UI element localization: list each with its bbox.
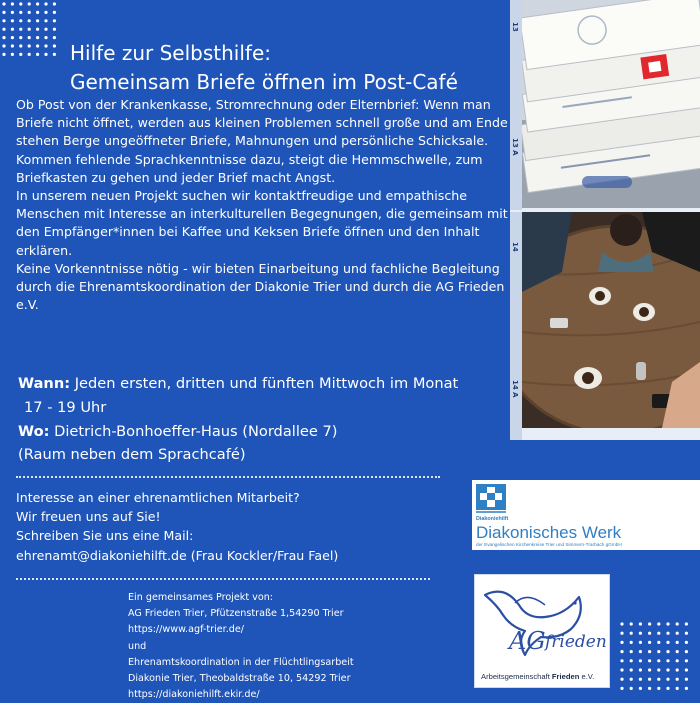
footer-link[interactable]: https://diakoniehilft.ekir.de/ [128, 689, 260, 701]
diakonie-name: Diakonisches Werk [476, 523, 622, 542]
title-line-1: Hilfe zur Selbsthilfe: [70, 41, 271, 66]
decorative-dot [36, 36, 39, 39]
decorative-dot [620, 650, 623, 653]
diakonie-small-text: Diakoniehilft [476, 516, 509, 522]
decorative-dot [639, 687, 642, 690]
time-value: 17 - 19 Uhr [24, 398, 107, 416]
decorative-dot [28, 44, 31, 47]
letters-photo [522, 0, 700, 208]
decorative-dot [2, 53, 5, 56]
decorative-dot [639, 650, 642, 653]
decorative-dot [666, 650, 669, 653]
decorative-dot [685, 632, 688, 635]
decorative-dot [28, 28, 31, 31]
decorative-dot [685, 659, 688, 662]
frame-number: 14 A [511, 380, 519, 398]
diakonie-logo [472, 480, 700, 550]
decorative-dot [657, 650, 660, 653]
description-paragraph: Kommen fehlende Sprachkenntnisse dazu, steigt die Hemmschwelle, zum Briefkasten zu gehen und jeder Brief macht Angst. [16, 151, 483, 185]
decorative-dot [19, 44, 22, 47]
decorative-dot [28, 36, 31, 39]
decorative-dot [11, 19, 14, 22]
decorative-dot [685, 668, 688, 671]
decorative-dot [639, 641, 642, 644]
title-line-2: Gemeinsam Briefe öffnen im Post-Café [70, 70, 458, 95]
interest-write: Schreiben Sie uns eine Mail: [16, 528, 194, 544]
decorative-dot [685, 650, 688, 653]
decorative-dot [666, 641, 669, 644]
decorative-dot [28, 53, 31, 56]
cafe-table-photo [522, 212, 700, 428]
agf-caption-tail: e.V. [579, 672, 595, 681]
decorative-dot [11, 44, 14, 47]
decorative-dot [36, 28, 39, 31]
where-label: Wo: [18, 422, 50, 440]
when-label: Wann: [18, 375, 71, 392]
decorative-dot [666, 687, 669, 690]
footer-line: AG Frieden Trier, Pfützenstraße 1,54290 Trier [128, 608, 344, 620]
decorative-dot [11, 2, 14, 5]
decorative-dot [28, 2, 31, 5]
decorative-dot [36, 11, 39, 14]
decorative-dot [36, 44, 39, 47]
decorative-dot [19, 53, 22, 56]
decorative-dot [53, 36, 56, 39]
decorative-dot [648, 678, 651, 681]
decorative-dot [676, 659, 679, 662]
divider-2 [16, 578, 430, 580]
decorative-dot [685, 678, 688, 681]
decorative-dot [676, 650, 679, 653]
decorative-dot [676, 668, 679, 671]
decorative-dot [2, 28, 5, 31]
decorative-dot [53, 2, 56, 5]
decorative-dot [639, 622, 642, 625]
decorative-dot [620, 678, 623, 681]
decorative-dot [676, 678, 679, 681]
decorative-dot [2, 19, 5, 22]
description-paragraph: In unserem neuen Projekt suchen wir kontaktfreudige und empathische Menschen mit Interesse an interkulturellen Begegnungen, die gemeinsam mit den Empfänger*innen bei Kaffee und Keksen Briefe öffnen und den Inhalt erklären. [16, 188, 508, 258]
decorative-dot [53, 28, 56, 31]
decorative-dot [11, 28, 14, 31]
decorative-dot [36, 19, 39, 22]
decorative-dot [657, 622, 660, 625]
decorative-dot [44, 2, 47, 5]
decorative-dot [666, 678, 669, 681]
decorative-dot [44, 19, 47, 22]
decorative-dot [53, 53, 56, 56]
decorative-dot [28, 19, 31, 22]
decorative-dot [666, 622, 669, 625]
decorative-dot [44, 28, 47, 31]
when-value: Jeden ersten, dritten und fünften Mittwoch im Monat [74, 375, 459, 392]
decorative-dot [676, 622, 679, 625]
decorative-dot [2, 11, 5, 14]
description-paragraph: Ob Post von der Krankenkasse, Stromrechnung oder Elternbrief: Wenn man Briefe nicht öffnet, werden aus kleinen Problemen schnell große und am Ende stehen Berge ungeöffneter Briefe, Mahnungen und persönliche Schicksale. [16, 97, 508, 149]
footer-line: Ein gemeinsames Projekt von: [128, 592, 274, 603]
decorative-dot [648, 632, 651, 635]
decorative-dot [630, 650, 633, 653]
diakonie-subtitle: der Evangelischen Kirchenkreise Trier und Simmern-Trarbach gGmbH [476, 542, 622, 547]
film-strip-bottom [510, 212, 522, 440]
interest-welcome: Wir freuen uns auf Sie! [16, 509, 161, 525]
when-line [18, 372, 498, 396]
decorative-dot [2, 36, 5, 39]
decorative-dot [620, 668, 623, 671]
decorative-dot [666, 668, 669, 671]
photo-panel [510, 0, 700, 440]
decorative-dot [53, 11, 56, 14]
decorative-dot [648, 641, 651, 644]
decorative-dot [2, 2, 5, 5]
decorative-dot [11, 11, 14, 14]
decorative-dot [2, 44, 5, 47]
decorative-dot [639, 632, 642, 635]
decorative-dot [666, 659, 669, 662]
decorative-dot [53, 44, 56, 47]
footer-line: Ehrenamtskoordination in der Flüchtlingsarbeit [128, 656, 354, 668]
footer [128, 590, 458, 703]
decorative-dot [657, 687, 660, 690]
decorative-dot [620, 687, 623, 690]
decorative-dot [639, 678, 642, 681]
agf-logo [474, 574, 610, 688]
decorative-dot [44, 53, 47, 56]
divider-1 [16, 476, 440, 478]
decorative-dot [36, 53, 39, 56]
frame-number: 13 A [511, 138, 519, 156]
decorative-dot [53, 19, 56, 22]
decorative-dot [44, 44, 47, 47]
volunteer-call [16, 488, 456, 565]
decorative-dot [620, 659, 623, 662]
decorative-dot [630, 668, 633, 671]
decorative-dot [19, 36, 22, 39]
decorative-dot [657, 641, 660, 644]
footer-link[interactable]: https://www.agf-trier.de/ [128, 624, 244, 636]
decorative-dot [630, 632, 633, 635]
decorative-dot [676, 632, 679, 635]
schedule [18, 372, 498, 467]
decorative-dot [36, 2, 39, 5]
description [16, 96, 508, 314]
decorative-dot [11, 36, 14, 39]
decorative-dot [630, 641, 633, 644]
decorative-dot [620, 622, 623, 625]
decorative-dot [11, 53, 14, 56]
decorative-dot [676, 641, 679, 644]
agf-caption-bold: Frieden [551, 672, 580, 681]
description-paragraph: Keine Vorkenntnisse nötig - wir bieten Einarbeitung und fachliche Begleitung durch die Ehrenamtskoordination der Diakonie Trier und durch die AG Frieden e.V. [16, 260, 505, 313]
decorative-dot [630, 678, 633, 681]
decorative-dot [630, 659, 633, 662]
decorative-dot [639, 668, 642, 671]
decorative-dot [44, 36, 47, 39]
film-strip-top [510, 0, 522, 210]
decorative-dot [19, 19, 22, 22]
decorative-dot [630, 622, 633, 625]
frame-number: 14 [511, 242, 519, 252]
decorative-dot [676, 687, 679, 690]
agf-wordmark-frieden: frieden [545, 632, 607, 652]
decorative-dot [648, 687, 651, 690]
decorative-dot [685, 641, 688, 644]
time-line [18, 396, 498, 420]
frame-number: 13 [511, 22, 519, 32]
decorative-dot [19, 2, 22, 5]
decorative-dot [19, 28, 22, 31]
decorative-dot [657, 668, 660, 671]
decorative-dot [685, 622, 688, 625]
page-title [70, 39, 510, 97]
room-value: (Raum neben dem Sprachcafé) [18, 446, 246, 464]
footer-line: Diakonie Trier, Theobaldstraße 10, 54292 Trier [128, 673, 351, 685]
decorative-dot [648, 668, 651, 671]
where-value: Dietrich-Bonhoeffer-Haus (Nordallee 7) [54, 422, 338, 440]
decorative-dot [19, 11, 22, 14]
dot-grid-bottom-right [618, 620, 698, 700]
decorative-dot [630, 687, 633, 690]
contact-email[interactable]: ehrenamt@diakoniehilft.de (Frau Kockler/Frau Fael) [16, 547, 339, 563]
decorative-dot [620, 641, 623, 644]
decorative-dot [28, 11, 31, 14]
interest-question: Interesse an einer ehrenamtlichen Mitarbeit? [16, 490, 300, 505]
decorative-dot [639, 659, 642, 662]
decorative-dot [685, 687, 688, 690]
agf-caption-plain: Arbeitsgemeinschaft [481, 672, 552, 681]
decorative-dot [648, 650, 651, 653]
decorative-dot [648, 622, 651, 625]
agf-wordmark-ag: AG [509, 627, 546, 655]
where-line [18, 420, 498, 444]
dot-grid-top-left [0, 0, 60, 66]
room-line [18, 443, 498, 467]
decorative-dot [648, 659, 651, 662]
decorative-dot [44, 11, 47, 14]
agf-caption [481, 672, 594, 681]
decorative-dot [666, 632, 669, 635]
decorative-dot [657, 678, 660, 681]
footer-line: und [128, 640, 147, 652]
decorative-dot [657, 632, 660, 635]
decorative-dot [620, 632, 623, 635]
decorative-dot [657, 659, 660, 662]
